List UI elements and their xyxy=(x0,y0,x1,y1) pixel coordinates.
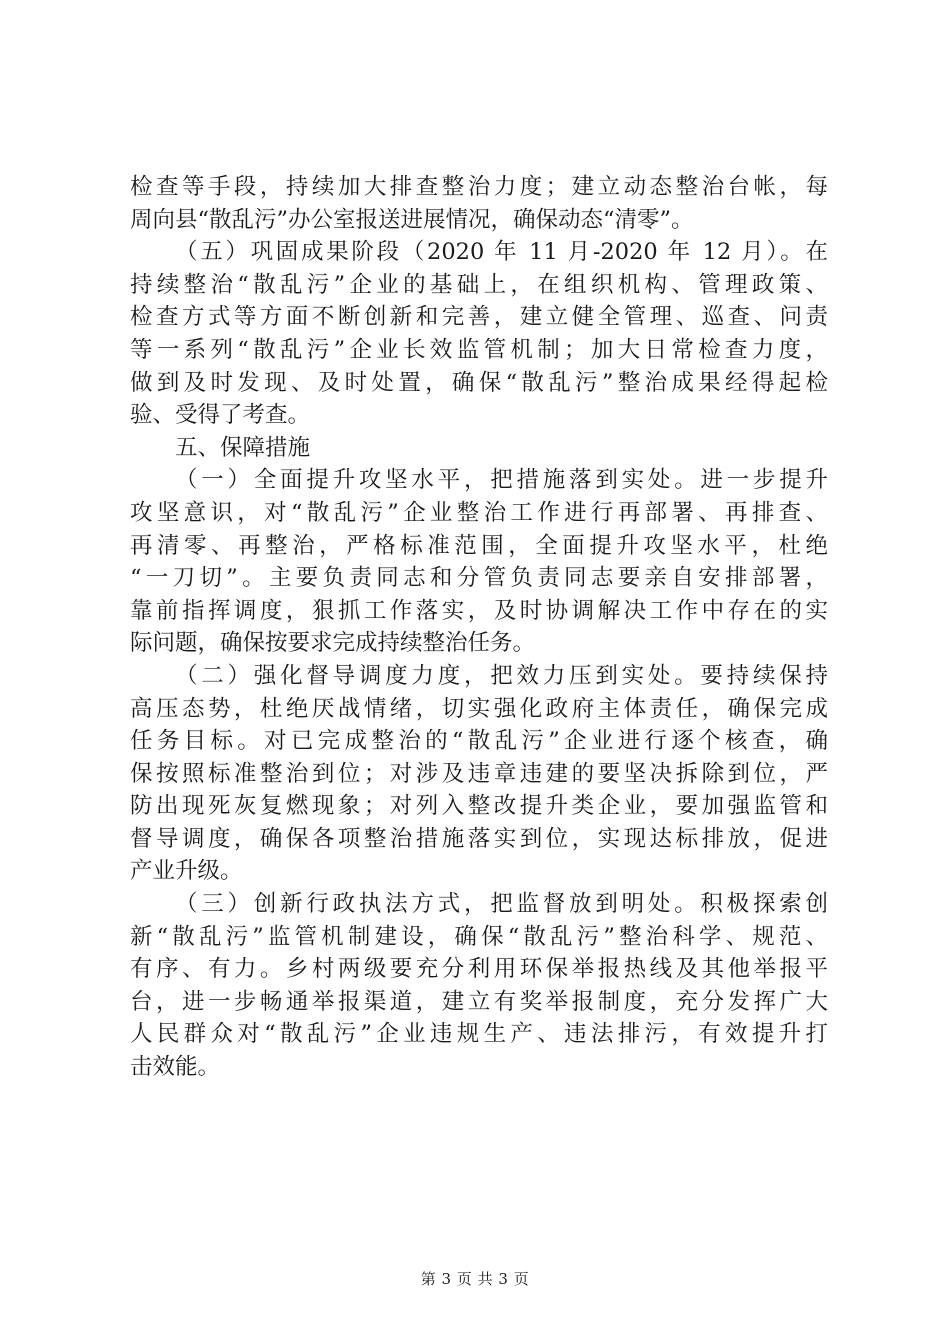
document-body xyxy=(130,171,828,1084)
text-line: 人民群众对“散乱污”企业违规生产、违法排污，有效提升打 xyxy=(130,1021,828,1048)
paragraph xyxy=(130,171,828,236)
text-line: 持续整治“散乱污”企业的基础上，在组织机构、管理政策、 xyxy=(130,271,828,298)
text-line: 任务目标。对已完成整治的“散乱污”企业进行逐个核查，确 xyxy=(130,728,828,755)
text-line: 靠前指挥调度，狠抓工作落实，及时协调解决工作中存在的实 xyxy=(130,597,828,624)
text-line: （五）巩固成果阶段（2020 年 11 月-2020 年 12 月）。在 xyxy=(175,239,828,266)
text-line: 防出现死灰复燃现象；对列入整改提升类企业，要加强监管和 xyxy=(130,793,828,820)
paragraph xyxy=(130,888,828,1084)
paragraph xyxy=(130,464,828,660)
text-line: （二）强化督导调度力度，把效力压到实处。要持续保持 xyxy=(175,662,828,689)
text-line: 做到及时发现、及时处置，确保“散乱污”整治成果经得起检 xyxy=(130,369,828,396)
section-heading xyxy=(130,432,828,465)
text-line: 攻坚意识，对“散乱污”企业整治工作进行再部署、再排查、 xyxy=(130,499,828,526)
text-line: 击效能。 xyxy=(130,1054,221,1081)
page-number: 第 3 页 共 3 页 xyxy=(420,1270,530,1288)
text-line: 督导调度，确保各项整治措施落实到位，实现达标排放，促进 xyxy=(130,825,828,852)
text-line: 台，进一步畅通举报渠道，建立有奖举报制度，充分发挥广大 xyxy=(130,988,828,1015)
text-line: 高压态势，杜绝厌战情绪，切实强化政府主体责任，确保完成 xyxy=(130,695,828,722)
text-line: 际问题，确保按要求完成持续整治任务。 xyxy=(130,630,536,657)
paragraph xyxy=(130,660,828,888)
text-line: 等一系列“散乱污”企业长效监管机制；加大日常检查力度， xyxy=(130,336,828,363)
heading-text: 五、保障措施 xyxy=(175,434,311,461)
text-line: 有序、有力。乡村两级要充分利用环保举报热线及其他举报平 xyxy=(130,956,828,983)
paragraph xyxy=(130,236,828,432)
text-line: （三）创新行政执法方式，把监督放到明处。积极探索创 xyxy=(175,891,828,918)
text-line: 产业升级。 xyxy=(130,858,243,885)
page-footer xyxy=(0,1268,950,1289)
text-line: 检查方式等方面不断创新和完善，建立健全管理、巡查、问责 xyxy=(130,304,828,331)
text-line: “一刀切”。主要负责同志和分管负责同志要亲自安排部署， xyxy=(130,565,828,592)
text-line: 周向县“散乱污”办公室报送进展情况，确保动态“清零”。 xyxy=(130,206,694,233)
text-line: 验、受得了考查。 xyxy=(130,402,311,429)
text-line: 保按照标准整治到位；对涉及违章违建的要坚决拆除到位，严 xyxy=(130,760,828,787)
text-line: 检查等手段，持续加大排查整治力度；建立动态整治台帐，每 xyxy=(130,174,828,200)
text-line: 再清零、再整治，严格标准范围，全面提升攻坚水平，杜绝 xyxy=(130,532,828,559)
text-line: （一）全面提升攻坚水平，把措施落到实处。进一步提升 xyxy=(175,467,828,494)
text-line: 新“散乱污”监管机制建设，确保“散乱污”整治科学、规范、 xyxy=(130,923,828,950)
